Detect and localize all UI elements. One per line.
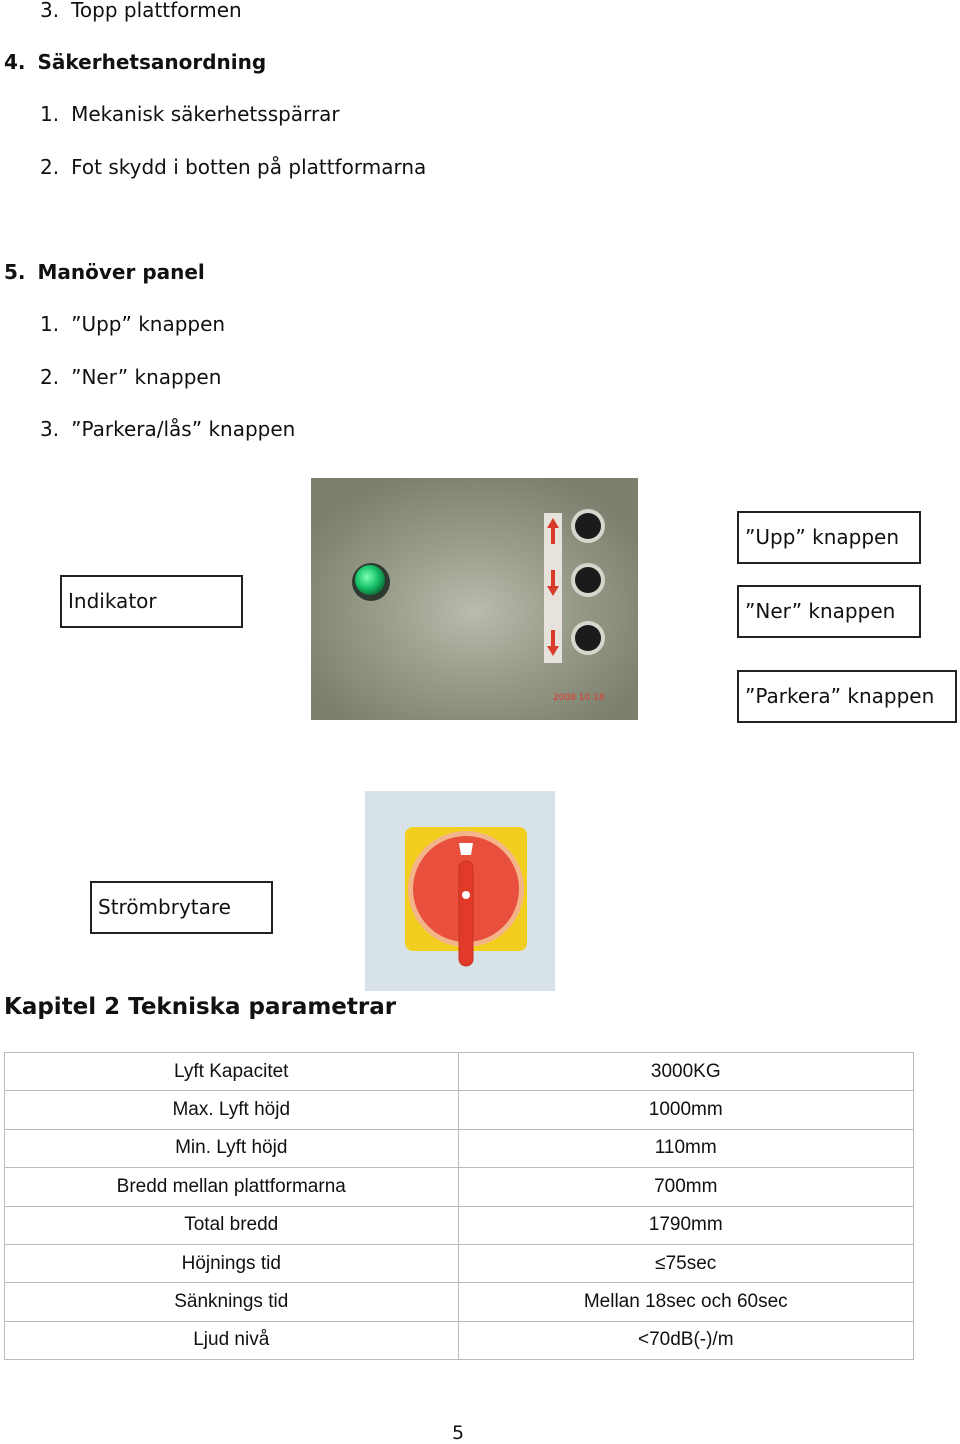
spec-value: 110mm	[458, 1129, 914, 1167]
spec-value: 1790mm	[458, 1206, 914, 1244]
table-row	[5, 1129, 914, 1167]
list-item-4-2	[40, 155, 426, 179]
list-text: Fot skydd i botten på plattformarna	[71, 155, 427, 179]
list-number: 3.	[40, 417, 60, 441]
table-row	[5, 1206, 914, 1244]
list-number: 1.	[40, 102, 60, 126]
control-panel-photo	[311, 478, 638, 720]
list-number: 1.	[40, 312, 60, 336]
list-item-5-2	[40, 365, 221, 389]
dial-marker	[459, 843, 473, 855]
list-text: ”Parkera/lås” knappen	[71, 417, 296, 441]
table-row	[5, 1053, 914, 1091]
section-heading: Kapitel 2 Tekniska parametrar	[4, 994, 397, 1020]
table-row	[5, 1321, 914, 1359]
list-item-5-1	[40, 312, 225, 336]
up-button-icon	[575, 513, 601, 539]
spec-value: 3000KG	[458, 1053, 914, 1091]
date-stamp: 2008 10 18	[553, 693, 605, 703]
spec-label: Max. Lyft höjd	[5, 1091, 459, 1129]
handle-screw	[462, 891, 470, 899]
spec-value: ≤75sec	[458, 1244, 914, 1282]
down-button-icon	[575, 567, 601, 593]
list-number: 2.	[40, 155, 60, 179]
callout-up-button: ”Upp” knappen	[737, 511, 921, 564]
spec-value: Mellan 18sec och 60sec	[458, 1283, 914, 1321]
list-number: 5.	[4, 260, 26, 284]
callout-main-switch: Strömbrytare	[90, 881, 273, 934]
main-switch-illustration	[365, 791, 555, 991]
list-number: 4.	[4, 50, 26, 74]
main-switch-photo	[365, 791, 555, 991]
list-text: Manöver panel	[37, 260, 205, 284]
spec-label: Bredd mellan plattformarna	[5, 1168, 459, 1206]
list-number: 2.	[40, 365, 60, 389]
page-number: 5	[452, 1422, 465, 1444]
spec-value: <70dB(-)/m	[458, 1321, 914, 1359]
callout-park-button: ”Parkera” knappen	[737, 670, 957, 723]
spec-label: Sänknings tid	[5, 1283, 459, 1321]
list-text: ”Ner” knappen	[71, 365, 222, 389]
spec-label: Lyft Kapacitet	[5, 1053, 459, 1091]
spec-label: Höjnings tid	[5, 1244, 459, 1282]
table-row	[5, 1168, 914, 1206]
list-item-5	[4, 260, 205, 284]
list-text: Mekanisk säkerhetsspärrar	[71, 102, 340, 126]
list-text: Säkerhetsanordning	[37, 50, 267, 74]
park-button-icon	[575, 625, 601, 651]
spec-label: Min. Lyft höjd	[5, 1129, 459, 1167]
list-item-4	[4, 50, 266, 74]
control-panel-illustration	[311, 478, 638, 720]
switch-handle	[459, 861, 473, 966]
specs-table	[4, 1052, 914, 1360]
spec-value: 700mm	[458, 1168, 914, 1206]
callout-indicator: Indikator	[60, 575, 243, 628]
spec-label: Ljud nivå	[5, 1321, 459, 1359]
list-number: 3.	[40, 0, 60, 22]
list-item-5-3	[40, 417, 295, 441]
indicator-light-icon	[355, 565, 385, 595]
table-row	[5, 1091, 914, 1129]
spec-value: 1000mm	[458, 1091, 914, 1129]
table-row	[5, 1244, 914, 1282]
list-text: Topp plattformen	[71, 0, 242, 22]
list-item-3	[40, 0, 242, 22]
list-text: ”Upp” knappen	[71, 312, 226, 336]
callout-down-button: ”Ner” knappen	[737, 585, 921, 638]
list-item-4-1	[40, 102, 340, 126]
spec-label: Total bredd	[5, 1206, 459, 1244]
table-row	[5, 1283, 914, 1321]
